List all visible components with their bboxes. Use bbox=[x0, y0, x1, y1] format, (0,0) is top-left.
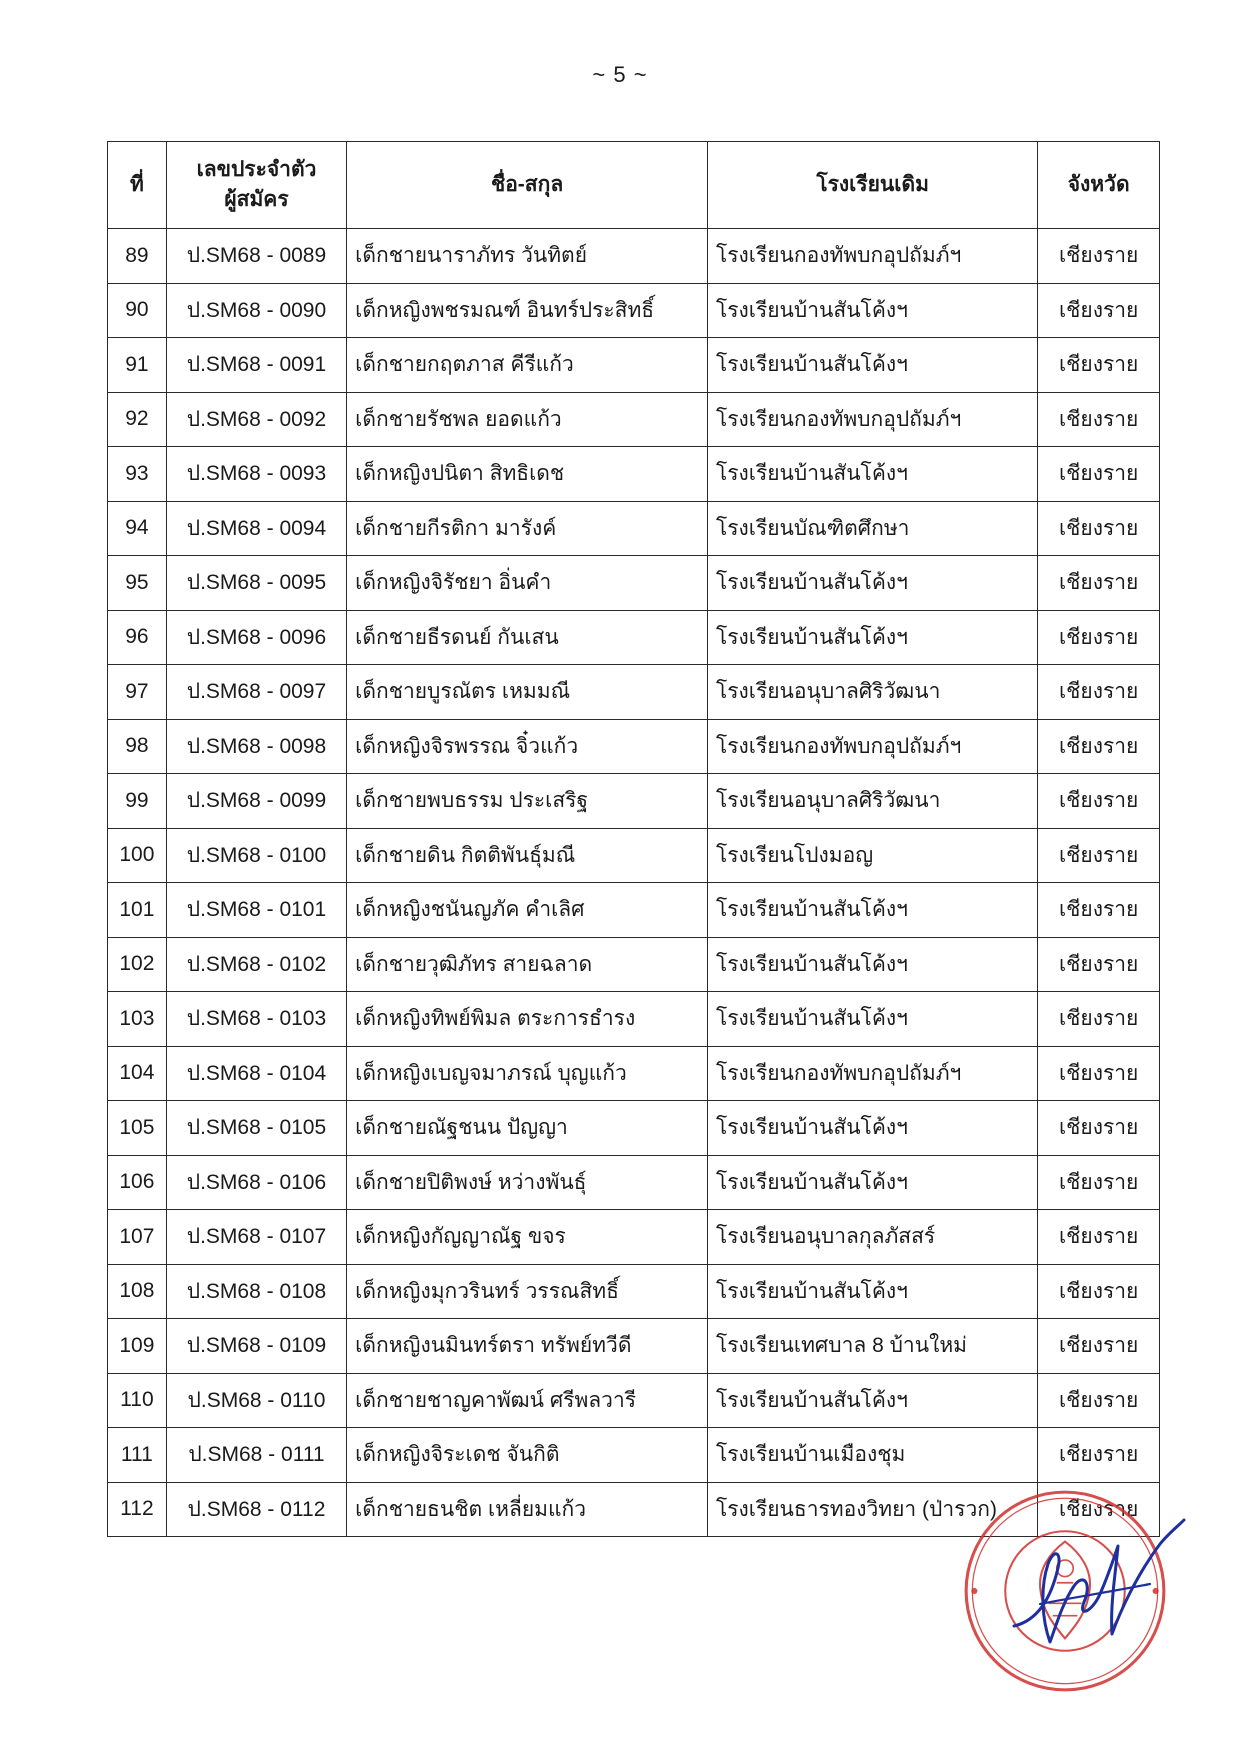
header-applicant-id-line1: เลขประจำตัว bbox=[196, 157, 317, 181]
cell-applicant-id: ป.SM68 - 0097 bbox=[166, 665, 346, 720]
table-row bbox=[108, 1210, 1160, 1265]
table-row bbox=[108, 610, 1160, 665]
table-body bbox=[108, 229, 1160, 1537]
table-row bbox=[108, 1319, 1160, 1374]
table-row bbox=[108, 1264, 1160, 1319]
cell-province: เชียงราย bbox=[1038, 1373, 1160, 1428]
header-applicant-id-line2: ผู้สมัคร bbox=[224, 188, 289, 211]
cell-number: 89 bbox=[108, 229, 167, 284]
cell-applicant-id: ป.SM68 - 0109 bbox=[166, 1319, 346, 1374]
cell-full-name: เด็กชายบูรณัตร เหมมณี bbox=[347, 665, 708, 720]
table-row bbox=[108, 501, 1160, 556]
cell-number: 102 bbox=[108, 937, 167, 992]
cell-applicant-id: ป.SM68 - 0102 bbox=[166, 937, 346, 992]
cell-province: เชียงราย bbox=[1038, 1264, 1160, 1319]
cell-previous-school: โรงเรียนบ้านสันโค้งฯ bbox=[707, 1373, 1037, 1428]
cell-province: เชียงราย bbox=[1038, 1319, 1160, 1374]
table-row bbox=[108, 937, 1160, 992]
table-row bbox=[108, 1373, 1160, 1428]
cell-number: 99 bbox=[108, 774, 167, 829]
cell-full-name: เด็กหญิงกัญญาณัฐ ขจร bbox=[347, 1210, 708, 1265]
cell-province: เชียงราย bbox=[1038, 338, 1160, 393]
cell-applicant-id: ป.SM68 - 0095 bbox=[166, 556, 346, 611]
table-row bbox=[108, 665, 1160, 720]
cell-number: 90 bbox=[108, 283, 167, 338]
cell-number: 95 bbox=[108, 556, 167, 611]
cell-previous-school: โรงเรียนบ้านสันโค้งฯ bbox=[707, 283, 1037, 338]
cell-number: 105 bbox=[108, 1101, 167, 1156]
cell-full-name: เด็กชายธีรดนย์ กันเสน bbox=[347, 610, 708, 665]
table-row bbox=[108, 992, 1160, 1047]
cell-previous-school: โรงเรียนบ้านสันโค้งฯ bbox=[707, 338, 1037, 393]
table-row bbox=[108, 828, 1160, 883]
cell-province: เชียงราย bbox=[1038, 447, 1160, 502]
table-row bbox=[108, 229, 1160, 284]
table-row bbox=[108, 774, 1160, 829]
cell-applicant-id: ป.SM68 - 0090 bbox=[166, 283, 346, 338]
cell-previous-school: โรงเรียนอนุบาลศิริวัฒนา bbox=[707, 774, 1037, 829]
cell-applicant-id: ป.SM68 - 0112 bbox=[166, 1482, 346, 1537]
cell-previous-school: โรงเรียนเทศบาล 8 บ้านใหม่ bbox=[707, 1319, 1037, 1374]
cell-full-name: เด็กชายพบธรรม ประเสริฐ bbox=[347, 774, 708, 829]
table-row bbox=[108, 883, 1160, 938]
cell-applicant-id: ป.SM68 - 0092 bbox=[166, 392, 346, 447]
cell-applicant-id: ป.SM68 - 0107 bbox=[166, 1210, 346, 1265]
cell-previous-school: โรงเรียนกองทัพบกอุปถัมภ์ฯ bbox=[707, 1046, 1037, 1101]
cell-full-name: เด็กหญิงจิรพรรณ จิ๋วแก้ว bbox=[347, 719, 708, 774]
cell-number: 101 bbox=[108, 883, 167, 938]
cell-number: 109 bbox=[108, 1319, 167, 1374]
table-row bbox=[108, 1428, 1160, 1483]
cell-number: 94 bbox=[108, 501, 167, 556]
cell-number: 98 bbox=[108, 719, 167, 774]
cell-number: 100 bbox=[108, 828, 167, 883]
cell-full-name: เด็กชายชาญคาพัฒน์ ศรีพลวารี bbox=[347, 1373, 708, 1428]
table-row bbox=[108, 1101, 1160, 1156]
cell-applicant-id: ป.SM68 - 0093 bbox=[166, 447, 346, 502]
cell-full-name: เด็กหญิงนมินทร์ตรา ทรัพย์ทวีดี bbox=[347, 1319, 708, 1374]
header-full-name: ชื่อ-สกุล bbox=[347, 142, 708, 229]
cell-applicant-id: ป.SM68 - 0105 bbox=[166, 1101, 346, 1156]
header-previous-school: โรงเรียนเดิม bbox=[707, 142, 1037, 229]
cell-applicant-id: ป.SM68 - 0110 bbox=[166, 1373, 346, 1428]
applicant-table bbox=[107, 141, 1160, 1537]
cell-province: เชียงราย bbox=[1038, 1155, 1160, 1210]
cell-full-name: เด็กชายวุฒิภัทร สายฉลาด bbox=[347, 937, 708, 992]
cell-applicant-id: ป.SM68 - 0111 bbox=[166, 1428, 346, 1483]
cell-applicant-id: ป.SM68 - 0108 bbox=[166, 1264, 346, 1319]
cell-full-name: เด็กชายธนชิต เหลี่ยมแก้ว bbox=[347, 1482, 708, 1537]
cell-previous-school: โรงเรียนบ้านสันโค้งฯ bbox=[707, 556, 1037, 611]
cell-previous-school: โรงเรียนบ้านสันโค้งฯ bbox=[707, 1101, 1037, 1156]
cell-previous-school: โรงเรียนกองทัพบกอุปถัมภ์ฯ bbox=[707, 229, 1037, 284]
header-applicant-id bbox=[166, 142, 346, 229]
cell-number: 106 bbox=[108, 1155, 167, 1210]
cell-province: เชียงราย bbox=[1038, 501, 1160, 556]
table-row bbox=[108, 719, 1160, 774]
cell-province: เชียงราย bbox=[1038, 1428, 1160, 1483]
cell-number: 110 bbox=[108, 1373, 167, 1428]
cell-number: 107 bbox=[108, 1210, 167, 1265]
cell-full-name: เด็กหญิงปนิตา สิทธิเดช bbox=[347, 447, 708, 502]
cell-previous-school: โรงเรียนกองทัพบกอุปถัมภ์ฯ bbox=[707, 719, 1037, 774]
cell-number: 96 bbox=[108, 610, 167, 665]
cell-applicant-id: ป.SM68 - 0100 bbox=[166, 828, 346, 883]
cell-previous-school: โรงเรียนบ้านสันโค้งฯ bbox=[707, 883, 1037, 938]
cell-full-name: เด็กชายณัฐชนน ปัญญา bbox=[347, 1101, 708, 1156]
cell-province: เชียงราย bbox=[1038, 992, 1160, 1047]
cell-applicant-id: ป.SM68 - 0104 bbox=[166, 1046, 346, 1101]
cell-province: เชียงราย bbox=[1038, 1046, 1160, 1101]
cell-previous-school: โรงเรียนอนุบาลศิริวัฒนา bbox=[707, 665, 1037, 720]
cell-full-name: เด็กชายปิติพงษ์ หว่างพันธุ์ bbox=[347, 1155, 708, 1210]
cell-full-name: เด็กหญิงชนันญภัค คำเลิศ bbox=[347, 883, 708, 938]
cell-province: เชียงราย bbox=[1038, 556, 1160, 611]
cell-applicant-id: ป.SM68 - 0096 bbox=[166, 610, 346, 665]
cell-previous-school: โรงเรียนบ้านสันโค้งฯ bbox=[707, 937, 1037, 992]
cell-number: 108 bbox=[108, 1264, 167, 1319]
cell-province: เชียงราย bbox=[1038, 1210, 1160, 1265]
cell-previous-school: โรงเรียนบ้านสันโค้งฯ bbox=[707, 447, 1037, 502]
table-row bbox=[108, 447, 1160, 502]
cell-number: 112 bbox=[108, 1482, 167, 1537]
cell-province: เชียงราย bbox=[1038, 229, 1160, 284]
cell-province: เชียงราย bbox=[1038, 1101, 1160, 1156]
cell-full-name: เด็กหญิงจิระเดช จันกิติ bbox=[347, 1428, 708, 1483]
header-number: ที่ bbox=[108, 142, 167, 229]
cell-province: เชียงราย bbox=[1038, 283, 1160, 338]
cell-applicant-id: ป.SM68 - 0099 bbox=[166, 774, 346, 829]
table-row bbox=[108, 283, 1160, 338]
cell-applicant-id: ป.SM68 - 0089 bbox=[166, 229, 346, 284]
cell-previous-school: โรงเรียนบ้านสันโค้งฯ bbox=[707, 992, 1037, 1047]
cell-previous-school: โรงเรียนบ้านสันโค้งฯ bbox=[707, 610, 1037, 665]
cell-number: 97 bbox=[108, 665, 167, 720]
cell-applicant-id: ป.SM68 - 0094 bbox=[166, 501, 346, 556]
cell-full-name: เด็กชายกฤตภาส คีรีแก้ว bbox=[347, 338, 708, 393]
cell-previous-school: โรงเรียนบ้านสันโค้งฯ bbox=[707, 1155, 1037, 1210]
table-row bbox=[108, 556, 1160, 611]
cell-province: เชียงราย bbox=[1038, 828, 1160, 883]
table-row bbox=[108, 1046, 1160, 1101]
cell-applicant-id: ป.SM68 - 0106 bbox=[166, 1155, 346, 1210]
cell-province: เชียงราย bbox=[1038, 719, 1160, 774]
cell-full-name: เด็กชายนาราภัทร วันทิตย์ bbox=[347, 229, 708, 284]
cell-number: 93 bbox=[108, 447, 167, 502]
table-header-row bbox=[108, 142, 1160, 229]
cell-province: เชียงราย bbox=[1038, 774, 1160, 829]
cell-province: เชียงราย bbox=[1038, 937, 1160, 992]
cell-previous-school: โรงเรียนบัณฑิตศึกษา bbox=[707, 501, 1037, 556]
cell-number: 104 bbox=[108, 1046, 167, 1101]
cell-previous-school: โรงเรียนอนุบาลกุลภัสสร์ bbox=[707, 1210, 1037, 1265]
cell-full-name: เด็กหญิงทิพย์พิมล ตระการธำรง bbox=[347, 992, 708, 1047]
cell-number: 103 bbox=[108, 992, 167, 1047]
cell-applicant-id: ป.SM68 - 0101 bbox=[166, 883, 346, 938]
cell-full-name: เด็กหญิงพชรมณฑ์ อินทร์ประสิทธิ์ bbox=[347, 283, 708, 338]
cell-previous-school: โรงเรียนโปงมอญ bbox=[707, 828, 1037, 883]
cell-applicant-id: ป.SM68 - 0103 bbox=[166, 992, 346, 1047]
header-province: จังหวัด bbox=[1038, 142, 1160, 229]
cell-previous-school: โรงเรียนธารทองวิทยา (ป่ารวก) bbox=[707, 1482, 1037, 1537]
table-row bbox=[108, 338, 1160, 393]
cell-province: เชียงราย bbox=[1038, 610, 1160, 665]
cell-full-name: เด็กหญิงเบญจมาภรณ์ บุญแก้ว bbox=[347, 1046, 708, 1101]
cell-previous-school: โรงเรียนบ้านสันโค้งฯ bbox=[707, 1264, 1037, 1319]
cell-previous-school: โรงเรียนบ้านเมืองชุม bbox=[707, 1428, 1037, 1483]
page-number: ~ 5 ~ bbox=[592, 62, 648, 87]
cell-province: เชียงราย bbox=[1038, 665, 1160, 720]
cell-full-name: เด็กหญิงจิรัชยา อิ่นคำ bbox=[347, 556, 708, 611]
cell-number: 92 bbox=[108, 392, 167, 447]
cell-applicant-id: ป.SM68 - 0098 bbox=[166, 719, 346, 774]
cell-previous-school: โรงเรียนกองทัพบกอุปถัมภ์ฯ bbox=[707, 392, 1037, 447]
cell-province: เชียงราย bbox=[1038, 1482, 1160, 1537]
handwritten-signature bbox=[1000, 1508, 1190, 1668]
table-row bbox=[108, 392, 1160, 447]
table-row bbox=[108, 1155, 1160, 1210]
cell-full-name: เด็กชายรัชพล ยอดแก้ว bbox=[347, 392, 708, 447]
cell-full-name: เด็กชายกีรติกา มารังค์ bbox=[347, 501, 708, 556]
cell-applicant-id: ป.SM68 - 0091 bbox=[166, 338, 346, 393]
cell-province: เชียงราย bbox=[1038, 883, 1160, 938]
cell-full-name: เด็กชายดิน กิตติพันธุ์มณี bbox=[347, 828, 708, 883]
cell-province: เชียงราย bbox=[1038, 392, 1160, 447]
cell-number: 91 bbox=[108, 338, 167, 393]
cell-full-name: เด็กหญิงมุกวรินทร์ วรรณสิทธิ์ bbox=[347, 1264, 708, 1319]
cell-number: 111 bbox=[108, 1428, 167, 1483]
